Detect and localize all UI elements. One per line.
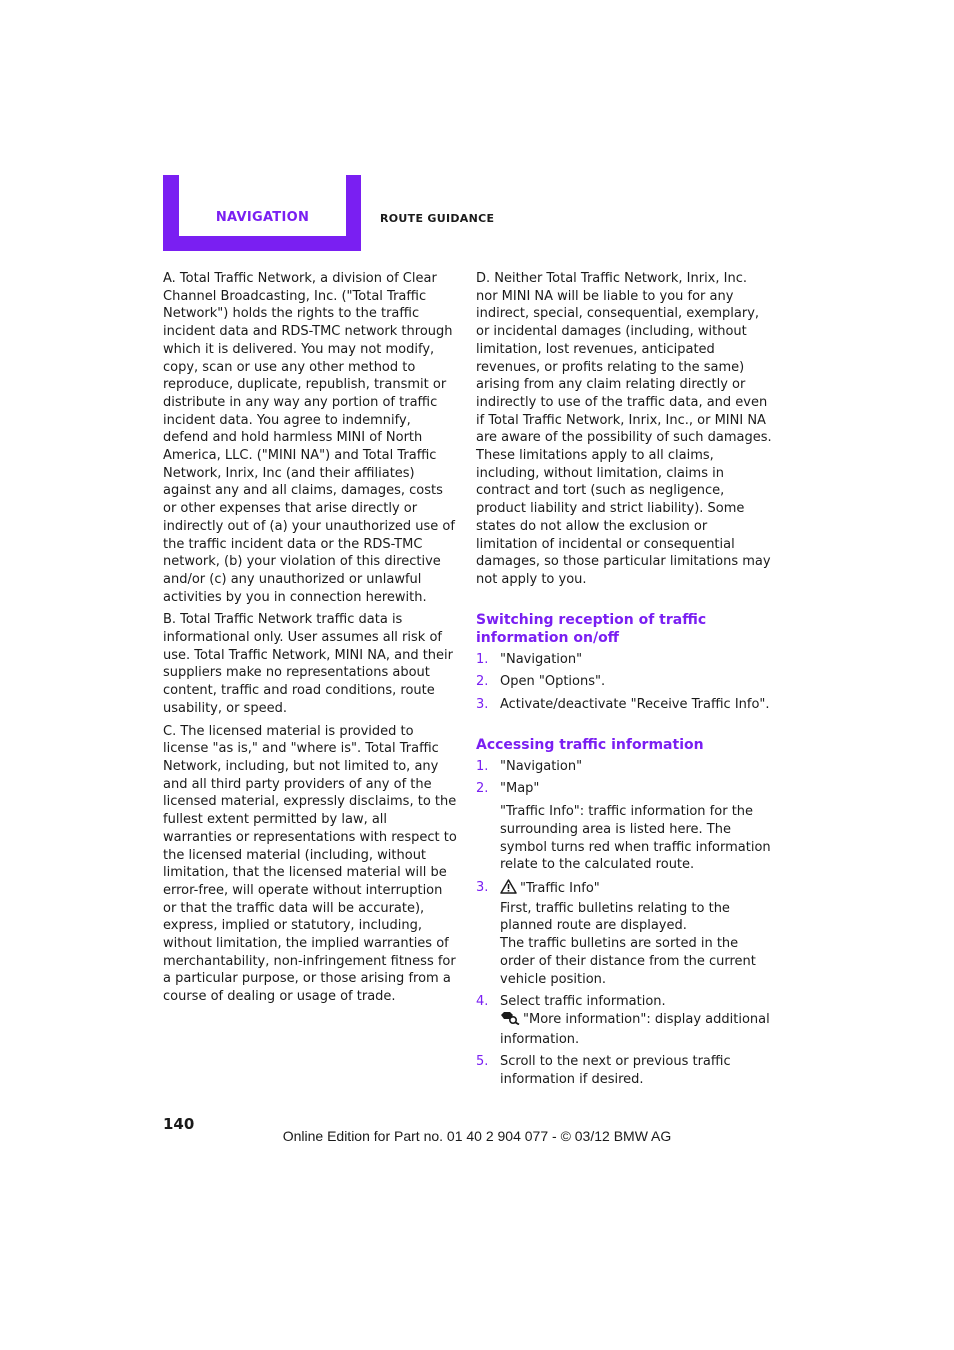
- step-text: Activate/deactivate "Receive Traffic Info".: [500, 697, 770, 713]
- list-item: [476, 780, 772, 874]
- step-text: "Navigation": [500, 651, 583, 667]
- paragraph-a: A. Total Traffic Network, a division of Clear Channel Broadcasting, Inc. ("Total Traffic Network") holds the rights to the traffic incident data and RDS-TMC network through which it is delivered. You may not modify, copy, scan or use any other method to reproduce, duplicate, republish, transmit or distribute in any way any portion of traffic incident data. You agree to indemnify, defend and hold harmless MINI of North America, LLC. ("MINI NA") and Total Traffic Network, Inrix, Inc (and their affiliates) against any and all claims, damages, costs or other expenses that arise directly or indirectly out of (a) your unauthorized use of the traffic incident data or the RDS-TMC network, (b) your violation of this directive and/or (c) any unauthorized or unlawful activities by you in connection herewith.: [163, 271, 455, 605]
- step-text: Open "Options".: [500, 674, 606, 690]
- step-number: 4.: [476, 994, 489, 1010]
- accessing-heading: Accessing traffic information: [476, 736, 704, 753]
- page-number: 140: [163, 1115, 195, 1133]
- step-number: 5.: [476, 1054, 489, 1070]
- step-note: "Traffic Info": traffic information for the surrounding area is listed here. The symbol turns red when traffic information relate to the calculated route.: [500, 804, 771, 873]
- step-text: "Traffic Info": [520, 880, 600, 896]
- left-column: [163, 270, 459, 1011]
- accessing-steps: [476, 758, 772, 1089]
- list-item: [476, 696, 772, 714]
- step-number: 2.: [476, 781, 489, 797]
- section-title: ROUTE GUIDANCE: [380, 212, 495, 225]
- chapter-tab-inner: [179, 175, 346, 236]
- footer-edition: Online Edition for Part no. 01 40 2 904 077 - © 03/12 BMW AG: [282, 1128, 672, 1144]
- switching-heading: Switching reception of traffic information on/off: [476, 611, 707, 646]
- step-number: 3.: [476, 697, 489, 713]
- step-detail: First, traffic bulletins relating to the planned route are displayed.: [500, 900, 730, 934]
- more-information-icon: [500, 1011, 520, 1031]
- switching-steps: [476, 651, 772, 714]
- chapter-title: NAVIGATION: [215, 210, 310, 225]
- step-detail-row: [500, 1011, 772, 1048]
- list-item: [476, 673, 772, 691]
- step-detail: "More information": display additional information.: [500, 1011, 770, 1047]
- step-text: "Map": [500, 781, 540, 797]
- step-text: Scroll to the next or previous traffic information if desired.: [500, 1054, 731, 1088]
- traffic-warning-icon: [500, 879, 517, 900]
- step-text: "Navigation": [500, 758, 583, 774]
- list-item: [476, 1053, 772, 1088]
- step-number: 2.: [476, 674, 489, 690]
- paragraph-d: D. Neither Total Traffic Network, Inrix, Inc. nor MINI NA will be liable to you for any indirect, special, consequential, exemplary, or incidental damages (including, without limitation, lost revenues, anticipated revenues, or profits relating to the same) arising from any claim relating directly or indirectly to use of the traffic data, and even if Total Traffic Network, Inrix, Inc., or MINI NA are aware of the possibility of such damages. These limitations apply to all claims, including, without limitation, claims in contract and tort (such as negligence, product liability and strict liability). Some states do not allow the exclusion or limitation of incidental or consequential damages, so those particular limitations may not apply to you.: [476, 271, 772, 587]
- step-detail: The traffic bulletins are sorted in the order of their distance from the current vehicle position.: [500, 936, 756, 987]
- step-number: 3.: [476, 879, 489, 895]
- step-number: 1.: [476, 758, 489, 774]
- list-item: [476, 993, 772, 1048]
- list-item: [476, 651, 772, 669]
- list-item: [476, 758, 772, 776]
- list-item: [476, 879, 772, 988]
- step-number: 1.: [476, 651, 489, 667]
- paragraph-b: B. Total Traffic Network traffic data is informational only. User assumes all risk of use. Total Traffic Network, MINI NA, and their suppliers make no representations about content, traffic and road conditions, route usability, or speed.: [163, 612, 454, 716]
- right-column: [476, 270, 772, 1094]
- step-text: Select traffic information.: [500, 994, 666, 1010]
- paragraph-c: C. The licensed material is provided to license "as is," and "where is". Total Traffic Network, including, but not limited to, any and all third party providers of any of the licensed material, expressly disclaims, to the fullest extent permitted by law, all warranties or representations with respect to the licensed material (including, without limitation, that the licensed material will be error-free, will operate without interruption or that the traffic data will be accurate), express, implied or statutory, including, without limitation, the implied warranties of merchantability, non-infringement fitness for a particular purpose, or those arising from a course of dealing or usage of trade.: [163, 723, 457, 1005]
